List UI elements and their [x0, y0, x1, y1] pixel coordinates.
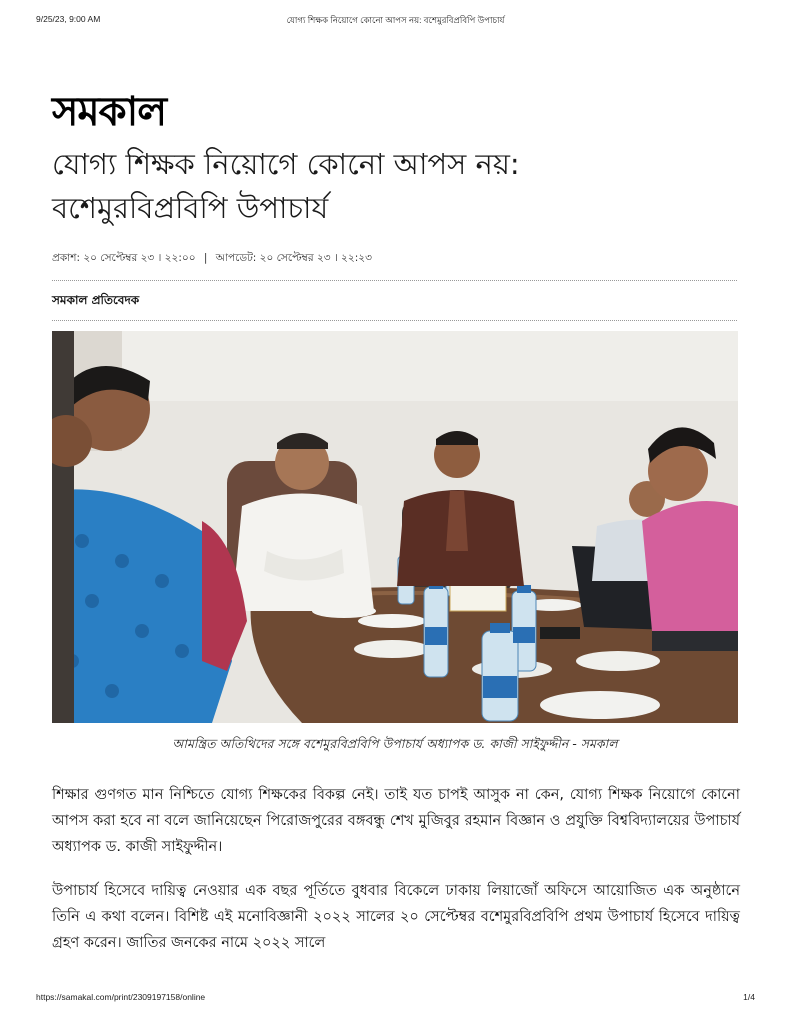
print-footer: [36, 992, 755, 1004]
samakal-logo[interactable]: সমকাল: [52, 88, 167, 135]
byline: সমকাল প্রতিবেদক: [52, 293, 140, 307]
print-page-title: যোগ্য শিক্ষক নিয়োগে কোনো আপস নয়: বশেমুরবিপ্রবিপি উপাচার্য: [286, 15, 505, 25]
updated-date: আপডেট: ২০ সেপ্টেম্বর ২৩ । ২২:২৩: [215, 252, 372, 264]
article-paragraph-1: শিক্ষার গুণগত মান নিশ্চিতে যোগ্য শিক্ষকের বিকল্প নেই। তাই যত চাপই আসুক না কেন, যোগ্য শিক্ষক নিয়োগে কোনো আপস করা হবে না বলে জানিয়েছেন পিরোজপুরের বঙ্গবন্ধু শেখ মুজিবুর রহমান বিজ্ঞান ও প্রযুক্তি বিশ্ববিদ্যালয়ের উপাচার্য অধ্যাপক ড. কাজী সাইফুদ্দীন।: [52, 787, 740, 855]
article-photo: [52, 331, 738, 723]
divider-top: [52, 280, 737, 281]
published-date: প্রকাশ: ২০ সেপ্টেম্বর ২৩ । ২২:০০: [52, 252, 196, 264]
photo-caption: আমন্ত্রিত অতিথিদের সঙ্গে বশেমুরবিপ্রবিপি উপাচার্য অধ্যাপক ড. কাজী সাইফুদ্দীন - সমকাল: [172, 736, 618, 751]
page-indicator: 1/4: [743, 992, 755, 1002]
print-url[interactable]: https://samakal.com/print/2309197158/online: [36, 992, 206, 1002]
divider-bottom: [52, 320, 737, 321]
article-meta: [52, 251, 372, 268]
article-title: [52, 142, 652, 230]
print-datetime: 9/25/23, 9:00 AM: [36, 14, 101, 24]
article-title-line-1: যোগ্য শিক্ষক নিয়োগে কোনো আপস নয়:: [52, 147, 520, 181]
print-header: [36, 14, 755, 28]
meta-separator: |: [203, 252, 208, 264]
article-paragraph-2: উপাচার্য হিসেবে দায়িত্ব নেওয়ার এক বছর পূর্তিতে বুধবার বিকেলে ঢাকায় লিয়াজোঁ অফিসে আয়োজিত এক অনুষ্ঠানে তিনি এ কথা বলেন। বিশিষ্ট এই মনোবিজ্ঞানী ২০২২ সালের ২০ সেপ্টেম্বর বশেমুরবিপ্রবিপি প্রথম উপাচার্য হিসেবে দায়িত্ব গ্রহণ করেন। জাতির জনকের নামে ২০২২ সালে: [52, 883, 740, 951]
article-title-line-2: বশেমুরবিপ্রবিপি উপাচার্য: [52, 191, 329, 225]
